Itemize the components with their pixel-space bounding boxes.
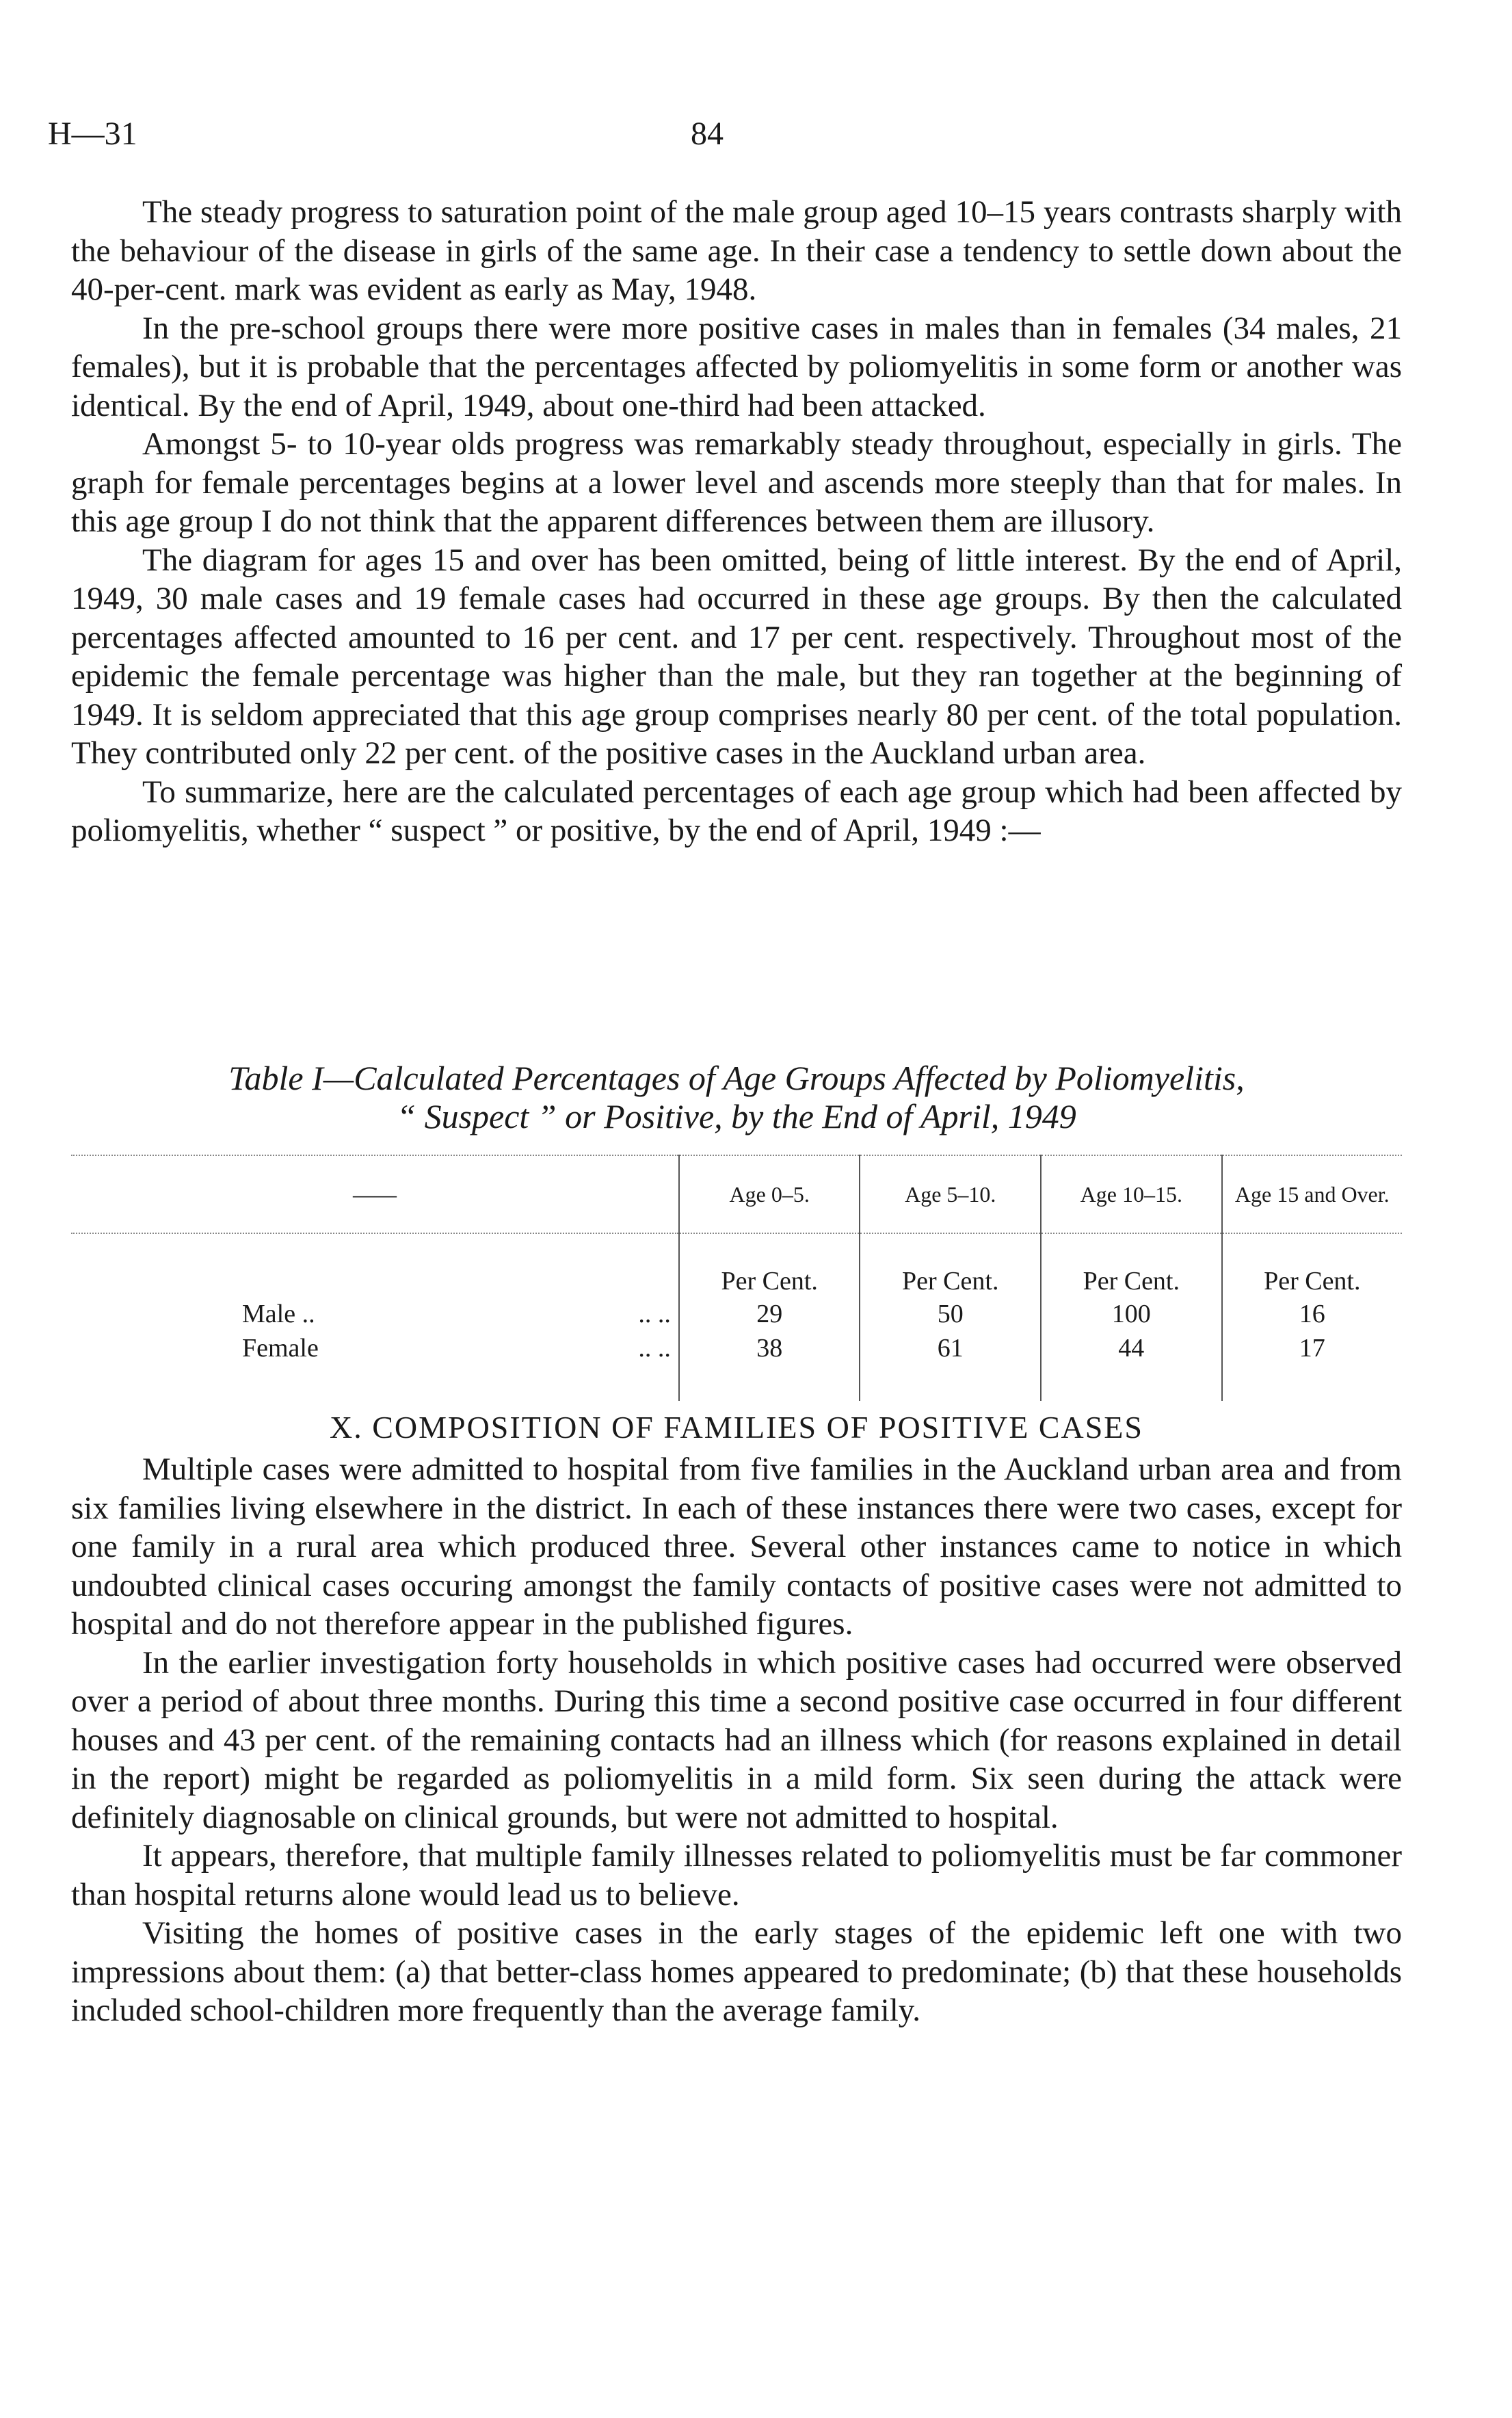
row-label	[71, 1331, 679, 1365]
table-row	[71, 1331, 1402, 1365]
unit-cell: Per Cent.	[679, 1233, 860, 1297]
cell: 100	[1041, 1297, 1222, 1331]
row-label-text: Female	[242, 1334, 319, 1363]
column-header: Age 15 and Over.	[1222, 1155, 1402, 1233]
unit-cell: Per Cent.	[860, 1233, 1041, 1297]
paragraph: The steady progress to saturation point of the male group aged 10–15 years contrasts sharply with the behaviour of the disease in girls of the same age. In their case a tendency to settle down about the 40-per-cent. mark was evident as early as May, 1948.	[71, 194, 1402, 307]
table-title-line: Table I—Calculated Percentages of Age Groups Affected by Poliomyelitis,	[228, 1059, 1245, 1097]
paragraph: Amongst 5- to 10-year olds progress was remarkably steady throughout, especially in girls. The graph for female percentages begins at a lower level and ascends more steeply than that for males. In this age group I do not think that the apparent differences between them are illusory.	[71, 426, 1402, 539]
document-reference: H—31	[48, 116, 137, 152]
unit-row	[71, 1233, 1402, 1297]
cell: 44	[1041, 1331, 1222, 1365]
paragraph: Visiting the homes of positive cases in the early stages of the epidemic left one with two impressions about them: (a) that better-class homes appeared to predominate; (b) that these households included school-children more frequently than the average family.	[71, 1915, 1402, 2028]
cell: 17	[1222, 1331, 1402, 1365]
unit-cell: Per Cent.	[1041, 1233, 1222, 1297]
column-header: Age 10–15.	[1041, 1155, 1222, 1233]
paragraph: The diagram for ages 15 and over has been omitted, being of little interest. By the end of April, 1949, 30 male cases and 19 female cases had occurred in these age groups. By then the calculated percentages affected amounted to 16 per cent. and 17 per cent. respectively. Throughout most of the epidemic the female percentage was higher than the male, but they ran together at the beginning of 1949. It is seldom appreciated that this age group comprises nearly 80 per cent. of the total population. They contributed only 22 per cent. of the positive cases in the Auckland urban area.	[71, 542, 1402, 771]
cell: 38	[679, 1331, 860, 1365]
cell: 29	[679, 1297, 860, 1331]
table-spacer-row	[71, 1365, 1402, 1401]
paragraph: In the pre-school groups there were more positive cases in males than in females (34 males, 21 females), but it is probable that the percentages affected by poliomyelitis in some form or another was identical. By the end of April, 1949, about one-third had been attacked.	[71, 310, 1402, 423]
row-label	[71, 1297, 679, 1331]
body-text-top	[71, 193, 1402, 850]
table-header-row	[71, 1155, 1402, 1233]
row-label-text: Male ..	[242, 1300, 315, 1328]
corner-cell: ——	[352, 1182, 397, 1207]
table-title-line: “ Suspect ” or Positive, by the End of April, 1949	[397, 1097, 1076, 1135]
page-number: 84	[691, 116, 724, 152]
leader-dots: .. ..	[638, 1300, 671, 1328]
cell: 50	[860, 1297, 1041, 1331]
body-text-bottom	[71, 1450, 1402, 2030]
paragraph: It appears, therefore, that multiple family illnesses related to poliomyelitis must be far commoner than hospital returns alone would lead us to believe.	[71, 1838, 1402, 1913]
table-row	[71, 1297, 1402, 1331]
paragraph: In the earlier investigation forty households in which positive cases had occurred were observed over a period of about three months. During this time a second positive case occurred in four different houses and 43 per cent. of the remaining contacts had an illness which (for reasons explained in detail in the report) might be regarded as poliomyelitis in a mild form. Six seen during the attack were definitely diagnosable on clinical grounds, but were not admitted to hospital.	[71, 1644, 1402, 1835]
table-title	[71, 1059, 1402, 1135]
section-heading: X. COMPOSITION OF FAMILIES OF POSITIVE CASES	[329, 1410, 1143, 1445]
column-header: Age 5–10.	[860, 1155, 1041, 1233]
unit-cell: Per Cent.	[1222, 1233, 1402, 1297]
column-header: Age 0–5.	[679, 1155, 860, 1233]
paragraph: Multiple cases were admitted to hospital from five families in the Auckland urban area and from six families living elsewhere in the district. In each of these instances there were two cases, except for one family in a rural area which produced three. Several other instances came to notice in which undoubted clinical cases occuring amongst the family contacts of positive cases were not admitted to hospital and do not therefore appear in the published figures.	[71, 1451, 1402, 1642]
paragraph: To summarize, here are the calculated percentages of each age group which had been affected by poliomyelitis, whether “ suspect ” or positive, by the end of April, 1949 :—	[71, 774, 1402, 848]
cell: 61	[860, 1331, 1041, 1365]
leader-dots: .. ..	[638, 1334, 671, 1363]
percentages-table	[71, 1155, 1402, 1401]
cell: 16	[1222, 1297, 1402, 1331]
